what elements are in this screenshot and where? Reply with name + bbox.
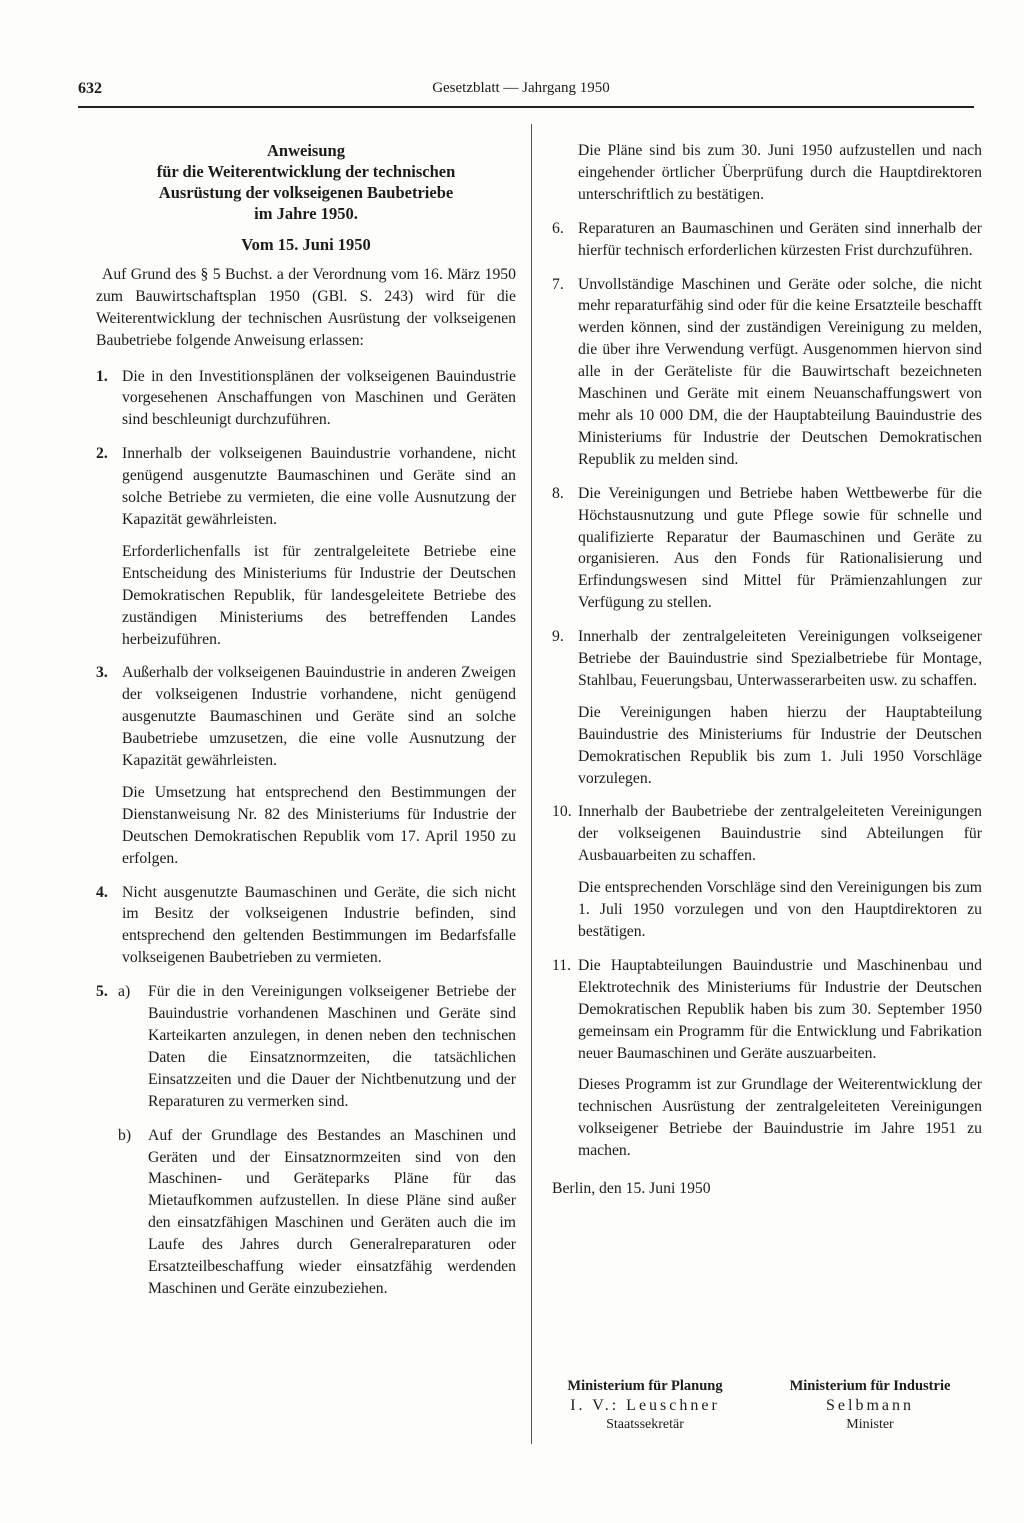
signature-name: I. V.: Leuschner (570, 1397, 720, 1414)
subsection-label: b) (118, 1126, 132, 1144)
right-column (552, 140, 982, 1200)
section-number: 11. (552, 956, 572, 974)
section-number: 1. (96, 367, 108, 385)
intro-paragraph: Auf Grund des § 5 Buchst. a der Verordnung vom 16. März 1950 zum Bauwirtschaftsplan 1950 (GBl. S. 243) wird für die Weiterentwicklung der technischen Ausrüstung der volkseigenen Baubetriebe folgende Anweisung erlassen: (96, 265, 516, 349)
page-header (78, 80, 964, 104)
section-2 (96, 443, 516, 650)
signature-industrie (765, 1378, 975, 1433)
section-7 (552, 274, 982, 471)
document-title (96, 140, 516, 224)
section-text: Reparaturen an Baumaschinen und Geräten sind innerhalb der hierfür technisch erforderlichen kürzesten Frist durchzuführen. (578, 219, 982, 259)
publication-title: Gesetzblatt — Jahrgang 1950 (432, 80, 610, 96)
column-divider (531, 124, 532, 1444)
section-9 (552, 626, 982, 789)
section-text: Die Vereinigungen und Betriebe haben Wettbewerbe für die Höchstausnutzung und gute Pflege sowie für schnelle und qualifizierte Reparatur der Baumaschinen und Geräte zu organisieren. Aus den Fonds für Rationalisierung und Erfindungswesen sind Mittel für Prämienzahlungen zur Verfügung zu stellen. (578, 484, 982, 612)
section-number: 4. (96, 883, 108, 901)
signature-role: Minister (846, 1417, 894, 1432)
section-text: Innerhalb der volkseigenen Bauindustrie vorhandene, nicht genügend ausgenutzte Baumaschinen und Geräte sind an solche Betriebe zu vermieten, die eine volle Ausnutzung der Kapazität gewährleisten. (122, 445, 516, 528)
section-6 (552, 218, 982, 262)
signature-name: Selbmann (826, 1397, 914, 1414)
section-text: Dieses Programm ist zur Grundlage der Weiterentwicklung der technischen Ausrüstung der zentralgeleiteten Vereinigungen volkseigener Betriebe der Bauindustrie im Jahre 1951 zu machen. (578, 1076, 982, 1160)
title-line: Anweisung (267, 141, 345, 160)
section-8 (552, 483, 982, 614)
section-text: Für die in den Vereinigungen volkseigener Betriebe der Bauindustrie vorhandenen Maschinen und Geräte sind Karteikarten anzulegen, in denen neben den technischen Daten die Einsatznormzeiten, die tatsächlichen Einsatzzeiten und die Dauer der Nichtbenutzung und der Reparaturen zu vermerken sind. (148, 983, 516, 1110)
section-5b-continued: Die Pläne sind bis zum 30. Juni 1950 aufzustellen und nach eingehender örtlicher Überprüfung durch die Hauptdirektoren unterschriftlich zu bestätigen. (578, 142, 982, 203)
title-line: Ausrüstung der volkseigenen Baubetriebe (158, 183, 454, 202)
section-text: Unvollständige Maschinen und Geräte oder solche, die nicht mehr reparaturfähig sind oder für die keine Ersatzteile beschafft werden können, sind der zuständigen Vereinigung zu melden, die über ihre Verwendung verfügt. Ausgenommen hiervon sind alle in der Geräteliste für die Bauwirtschaft bezeichneten Maschinen und Geräte mit einem Neuanschaffungswert von mehr als 10 000 DM, die der Hauptabteilung Bauindustrie des Ministeriums für Industrie der Deutschen Demokratischen Republik zu melden sind. (578, 275, 982, 468)
signature-planung (540, 1378, 750, 1433)
section-10 (552, 801, 982, 942)
subsection-label: a) (118, 983, 131, 1001)
section-number: 5. (96, 983, 108, 1001)
section-text: Die in den Investitionsplänen der volkseigenen Bauindustrie vorgesehenen Anschaffungen von Maschinen und Geräten sind beschleunigt durchzuführen. (122, 367, 516, 429)
section-text: Auf der Grundlage des Bestandes an Maschinen und Geräten und der Einsatznormzeiten sind von den Maschinen- und Geräteparks Pläne für das Mietaufkommen aufzustellen. In diese Pläne sind außer den einsatzfähigen Maschinen und Geräten auch die im Laufe des Jahres durch Generalreparaturen oder Ersatzteilbeschaffung wieder einsatzfähig werdenden Maschinen und Geräte einzubeziehen. (148, 1126, 516, 1297)
title-line: für die Weiterentwicklung der technischen (156, 162, 456, 181)
section-11 (552, 955, 982, 1162)
section-number: 10. (552, 803, 572, 821)
section-5b (96, 1125, 516, 1300)
section-number: 2. (96, 445, 108, 463)
document-date: Vom 15. Juni 1950 (241, 235, 371, 254)
section-text: Die Hauptabteilungen Bauindustrie und Maschinenbau und Elektrotechnik des Ministeriums für Industrie der Deutschen Demokratischen Republik haben bis zum 30. September 1950 gemeinsam ein Programm für die Entwicklung und Fabrikation neuer Baumaschinen und Geräte auszuarbeiten. (578, 956, 982, 1062)
section-1 (96, 366, 516, 432)
section-5a (96, 981, 516, 1112)
section-number: 8. (552, 484, 564, 502)
signature-ministry: Ministerium für Planung (567, 1378, 723, 1394)
section-number: 3. (96, 664, 108, 682)
page-number: 632 (78, 80, 102, 97)
section-text: Nicht ausgenutzte Baumaschinen und Geräte, die sich nicht im Besitz der volkseigenen Industrie befinden, sind entsprechend den geltenden Bestimmungen im Bedarfsfalle volkseigenen Baubetrieben zu vermieten. (122, 883, 516, 967)
section-number: 7. (552, 275, 564, 293)
signature-role: Staatssekretär (606, 1417, 684, 1432)
section-number: 9. (552, 628, 564, 646)
title-line: im Jahre 1950. (254, 204, 358, 223)
section-text: Innerhalb der Baubetriebe der zentralgeleiteten Vereinigungen der volkseigenen Bauindustrie sind Abteilungen für Ausbauarbeiten zu schaffen. (578, 803, 982, 865)
place-date: Berlin, den 15. Juni 1950 (552, 1180, 711, 1198)
left-column (96, 140, 516, 1300)
section-text: Innerhalb der zentralgeleiteten Vereinigungen volkseigener Betriebe der Bauindustrie sind Spezialbetriebe für Montage, Stahlbau, Feuerungsbau, Unterwasserarbeiten usw. zu schaffen. (578, 628, 982, 689)
section-text: Außerhalb der volkseigenen Bauindustrie in anderen Zweigen der volkseigenen Industrie vorhandene, nicht genügend ausgenutzte Baumaschinen und Geräte sind an solche Baubetriebe umzusetzen, die eine volle Ausnutzung der Kapazität gewährleisten. (122, 664, 516, 770)
section-text: Die Umsetzung hat entsprechend den Bestimmungen der Dienstanweisung Nr. 82 des Ministeriums für Industrie der Deutschen Demokratischen Republik vom 17. April 1950 zu erfolgen. (122, 783, 516, 867)
section-number: 6. (552, 219, 564, 237)
section-text: Die Vereinigungen haben hierzu der Hauptabteilung Bauindustrie des Ministeriums für Industrie der Deutschen Demokratischen Republik bis zum 1. Juli 1950 Vorschläge vorzulegen. (578, 703, 982, 787)
section-text: Die entsprechenden Vorschläge sind den Vereinigungen bis zum 1. Juli 1950 vorzulegen und von den Hauptdirektoren zu bestätigen. (578, 879, 982, 940)
section-4 (96, 882, 516, 970)
section-text: Erforderlichenfalls ist für zentralgeleitete Betriebe eine Entscheidung des Ministeriums für Industrie der Deutschen Demokratischen Republik, für landesgeleitete Betriebe des zuständigen Ministeriums des betreffenden Landes herbeizuführen. (122, 542, 516, 648)
section-3 (96, 662, 516, 869)
header-rule (78, 106, 974, 108)
signature-ministry: Ministerium für Industrie (789, 1378, 951, 1394)
